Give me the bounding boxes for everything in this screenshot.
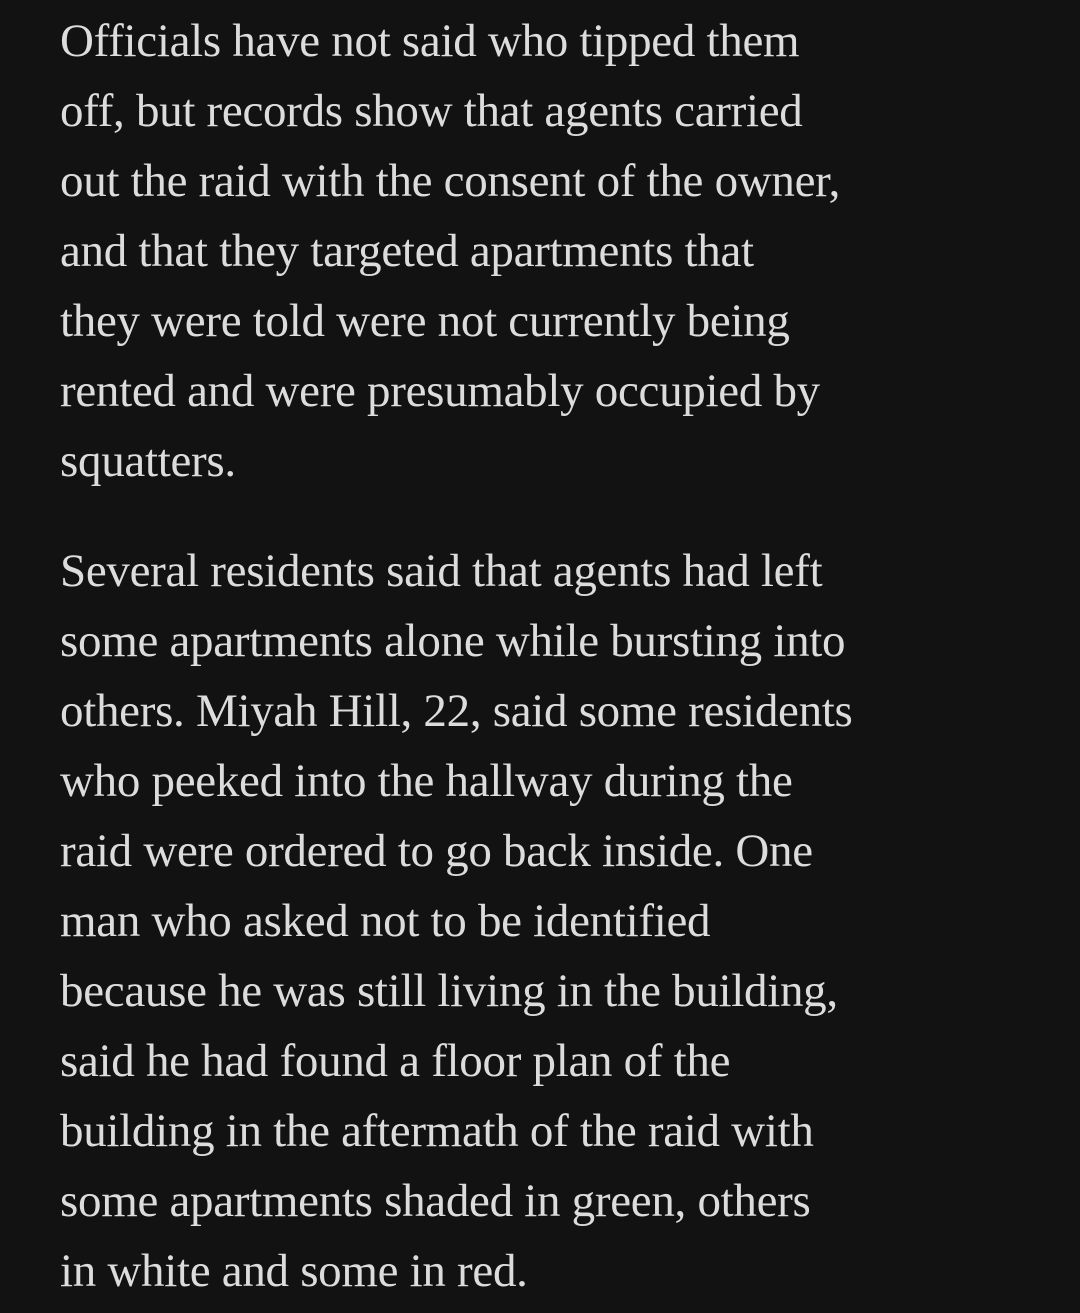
paragraph: [60, 536, 1040, 1306]
text-line: off, but records show that agents carried: [60, 85, 803, 137]
text-line: rented and were presumably occupied by: [60, 365, 820, 417]
text-line: others. Miyah Hill, 22, said some residents: [60, 685, 853, 737]
text-line: man who asked not to be identified: [60, 895, 711, 947]
text-line: some apartments shaded in green, others: [60, 1175, 811, 1227]
text-line: and that they targeted apartments that: [60, 225, 754, 277]
text-line: squatters.: [60, 435, 236, 487]
text-line: because he was still living in the building,: [60, 965, 838, 1017]
text-line: out the raid with the consent of the owner,: [60, 155, 841, 207]
text-line: said he had found a floor plan of the: [60, 1035, 731, 1087]
article-body: [60, 6, 1040, 1306]
text-line: raid were ordered to go back inside. One: [60, 825, 813, 877]
text-line: some apartments alone while bursting into: [60, 615, 846, 667]
paragraph: [60, 6, 1040, 496]
text-line: Officials have not said who tipped them: [60, 15, 800, 67]
text-line: who peeked into the hallway during the: [60, 755, 793, 807]
text-line: building in the aftermath of the raid with: [60, 1105, 814, 1157]
text-line: they were told were not currently being: [60, 295, 790, 347]
text-line: in white and some in red.: [60, 1245, 528, 1297]
text-line: Several residents said that agents had left: [60, 545, 823, 597]
